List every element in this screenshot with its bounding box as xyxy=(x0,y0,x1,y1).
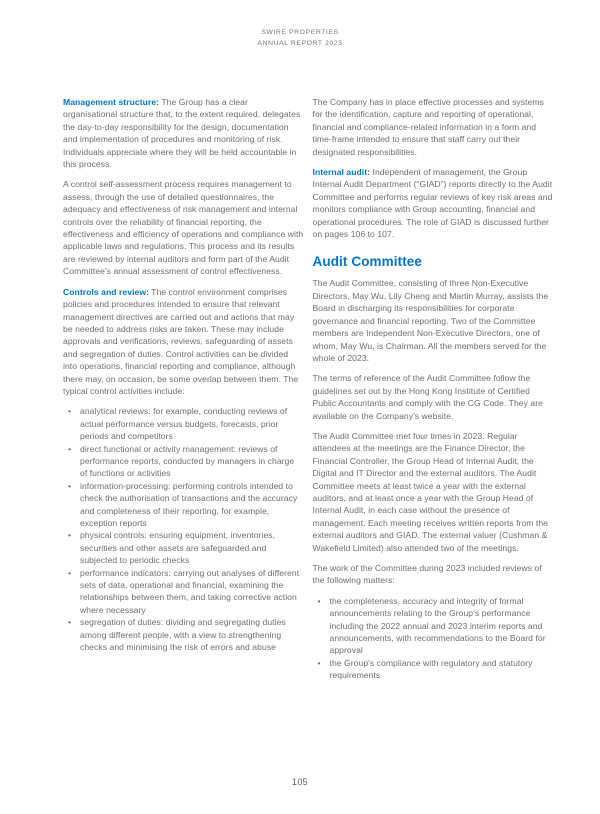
page-content xyxy=(63,96,553,690)
report-title: ANNUAL REPORT 2023 xyxy=(257,40,343,47)
list-item: • the Group's compliance with regulatory and statutory requirements xyxy=(318,657,554,682)
list-item: • segregation of duties: dividing and segregating duties among different people, with a view to strengthening checks and minimising the risk of errors and abuse xyxy=(68,616,304,653)
paragraph-terms-of-reference: The terms of reference of the Audit Committee follow the guidelines set out by the Hong Kong Institute of Certified Public Accountants and comply with the CG Code. They are available on the Company's website. xyxy=(312,373,543,421)
paragraph-lead-controls-and-review: Controls and review: xyxy=(63,286,149,297)
paragraph-management-structure xyxy=(63,96,304,170)
paragraph-body: The control environment comprises policies and procedures intended to ensure that relevant management directives are carried out and actions that may be needed to address risks are taken. These may include approvals and verifications, reviews, safeguarding of assets and segregation of duties. Control activities can be divided into operations, financial reporting and compliance, although there may, on occasion, be some overlap between them. The typical control activities include: xyxy=(63,286,299,396)
list-item: • physical controls: ensuring equipment, inventories, securities and other assets are safeguarded and subjected to periodic checks xyxy=(68,529,304,566)
paragraph-body: Independent of management, the Group Internal Audit Department (“GIAD”) reports directly to the Audit Committee and performs regular reviews of key risk areas and monitors compliance with Group accounting, financial and operational procedures. The role of GIAD is discussed further on pages 106 to 107. xyxy=(312,167,553,240)
paragraph-controls-and-review xyxy=(63,286,304,398)
paragraph-processes-systems: The Company has in place effective processes and systems for the identification, capture and reporting of operational, financial and compliance-related information in a form and time-frame intended to ensure that staff carry out their designated responsibilities. xyxy=(312,97,544,157)
report-company-name: SWIRE PROPERTIES xyxy=(261,29,339,36)
left-column xyxy=(63,96,304,690)
page-header xyxy=(0,27,600,49)
paragraph-committee-meetings: The Audit Committee met four times in 2023. Regular attendees at the meetings are the Finance Director, the Financial Controller, the Group Head of Internal Audit, the Digital and IT Director and the external auditors. The Audit Committee meets at least twice a year with the external auditors, and at least once a year with the Group Head of Internal Audit, in each case without the presence of management. Each meeting receives written reports from the external auditors and GIAD. The external valuer (Cushman & Wakefield Limited) also attended two of the meetings. xyxy=(312,430,549,553)
paragraph-committee-work-intro: The work of the Committee during 2023 included reviews of the following matters: xyxy=(312,563,542,586)
paragraph-lead-internal-audit: Internal audit: xyxy=(312,167,371,178)
page-number: 105 xyxy=(292,777,308,787)
list-item: • performance indicators: carrying out analyses of different sets of data, operational and financial, examining the relationships between them, and taking corrective action where necessary xyxy=(68,567,304,617)
committee-work-list xyxy=(313,595,554,682)
paragraph-committee-composition: The Audit Committee, consisting of three Non-Executive Directors, May Wu, Lily Cheng and Martin Murray, assists the Board in discharging its responsibilities for corporate governance and financial reporting. Two of the Committee members are Independent Non-Executive Directors, one of whom, May Wu, is Chairman. All the members served for the whole of 2023. xyxy=(312,278,549,363)
section-heading-audit-committee: Audit Committee xyxy=(312,254,422,270)
paragraph-body: The Group has a clear organisational structure that, to the extent required, delegates the day-to-day responsibility for the design, documentation and implementation of procedures and monitoring of risk. Individuals appreciate where they will be held accountable in this process. xyxy=(63,97,301,170)
list-item: • information-processing: performing controls intended to check the authorisation of transactions and the accuracy and completeness of their reporting, for example, exception reports xyxy=(68,480,304,530)
paragraph-self-assessment: A control self-assessment process requires management to assess, through the use of detailed questionnaires, the adequacy and effectiveness of risk management and internal controls over the reliability of financial reporting, the effectiveness and efficiency of operations and compliance with applicable laws and regulations. This process and its results are reviewed by internal auditors and form part of the Audit Committee's annual assessment of control effectiveness. xyxy=(63,179,304,277)
list-item: • direct functional or activity management: reviews of performance reports, conducted by managers in charge of functions or activities xyxy=(68,443,304,480)
list-item: • the completeness, accuracy and integrity of formal announcements relating to the Group's performance including the 2022 annual and 2023 interim reports and announcements, with recommendations to the Board for approval xyxy=(318,595,554,657)
list-item: • analytical reviews: for example, conducting reviews of actual performance versus budgets, forecasts, prior periods and competitors xyxy=(68,405,304,442)
right-column xyxy=(313,96,554,690)
control-activities-list xyxy=(63,405,304,653)
paragraph-lead-management-structure: Management structure: xyxy=(63,97,160,107)
paragraph-internal-audit xyxy=(313,166,554,240)
